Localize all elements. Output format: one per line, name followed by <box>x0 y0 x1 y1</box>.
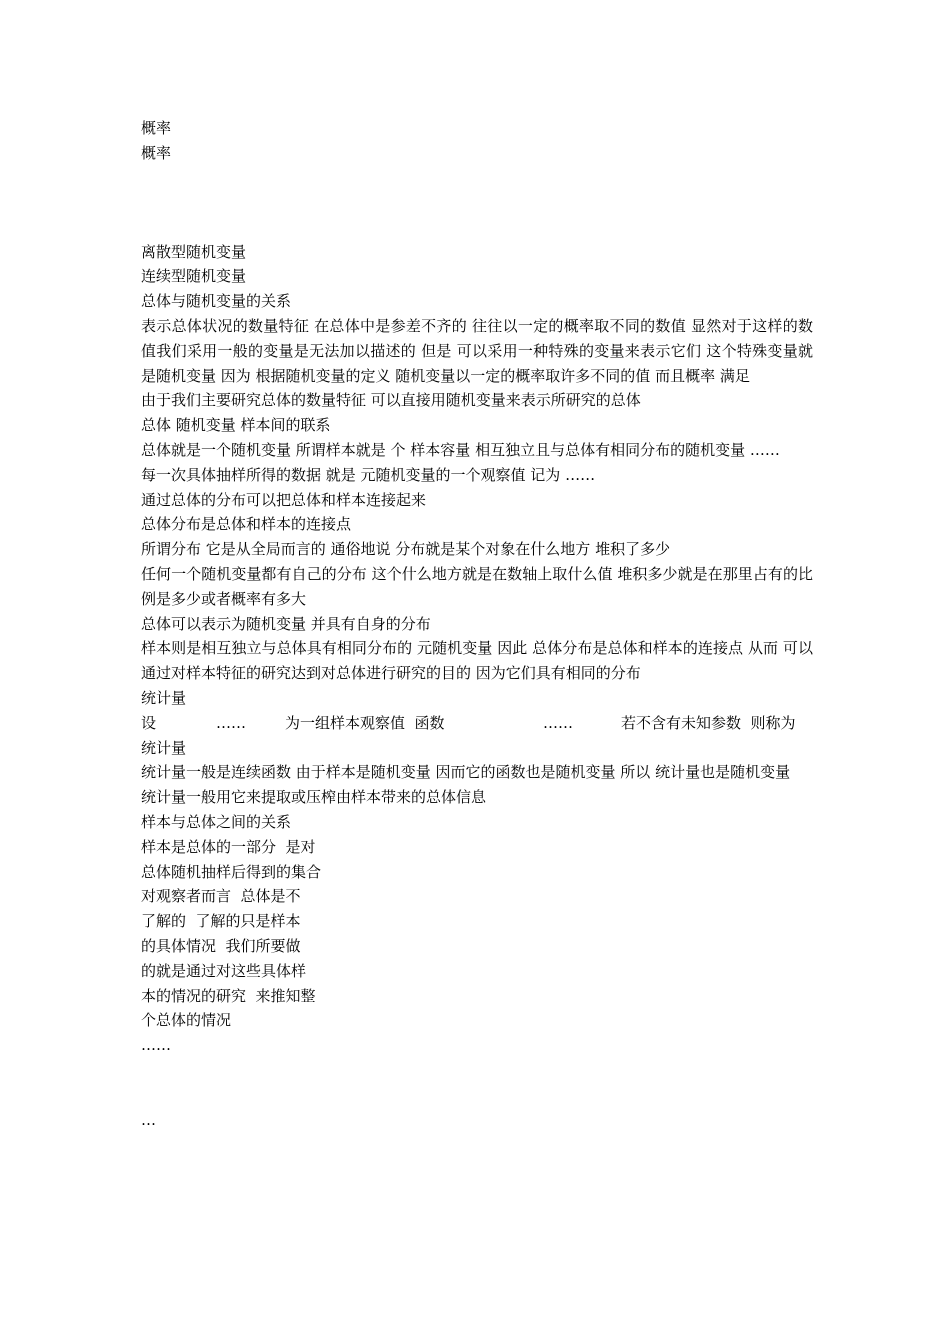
text-line: 离散型随机变量 <box>141 242 247 261</box>
paragraph: 统计量一般用它来提取或压榨由样本带来的总体信息 <box>141 788 487 807</box>
paragraph: 任何一个随机变量都有自己的分布 这个什么地方就是在数轴上取什么值 堆积多少就是在那里占有的比例是多少或者概率有多大 <box>141 564 813 608</box>
statistic-definition-line <box>141 711 813 736</box>
text-line: 总体与随机变量的关系 <box>141 292 292 311</box>
text-line: 对观察者而言 总体是不 <box>141 887 301 906</box>
text-line: 样本是总体的一部分 是对 <box>141 837 316 856</box>
text-line: 总体随机抽样后得到的集合 <box>141 862 322 881</box>
text-line: 了解的 了解的只是样本 <box>141 912 301 931</box>
paragraph: 每一次具体抽样所得的数据 就是 元随机变量的一个观察值 记为 …… <box>141 465 596 484</box>
paragraph: 通过总体的分布可以把总体和样本连接起来 <box>141 490 427 509</box>
text-line: 的就是通过对这些具体样 <box>141 961 307 980</box>
document-page <box>141 116 813 1133</box>
paragraph: 总体 随机变量 样本间的联系 <box>141 416 331 435</box>
stat-text-2: 为一组样本观察值 函数 <box>285 713 445 732</box>
heading-line-1: 概率 <box>141 119 172 137</box>
paragraph: 总体分布是总体和样本的连接点 <box>141 515 352 534</box>
paragraph: 统计量 <box>141 688 187 707</box>
paragraph: 表示总体状况的数量特征 在总体中是参差不齐的 往往以一定的概率取不同的数值 显然对于这样的数值我们采用一般的变量是无法加以描述的 但是 可以采用一种特殊的变量来表示它们 这个特殊变量就是随机变量 因为 根据随机变量的定义 随机变量以一定的概率取许多不同的值 而且概率 满足 <box>141 316 813 385</box>
paragraph: 由于我们主要研究总体的数量特征 可以直接用随机变量来表示所研究的总体 <box>141 391 641 410</box>
heading-line-2: 概率 <box>141 143 172 162</box>
ellipsis-line: …… <box>141 1036 171 1055</box>
paragraph: 样本与总体之间的关系 <box>141 812 292 831</box>
paragraph: 样本则是相互独立与总体具有相同分布的 元随机变量 因此 总体分布是总体和样本的连接点 从而 可以通过对样本特征的研究达到对总体进行研究的目的 因为它们具有相同的分布 <box>141 639 813 683</box>
stat-dots-2: …… <box>543 713 573 732</box>
text-line: 本的情况的研究 来推知整 <box>141 986 316 1005</box>
stat-text-1: 设 <box>141 713 157 732</box>
stat-dots-1: …… <box>216 713 246 732</box>
paragraph: 总体就是一个随机变量 所谓样本就是 个 样本容量 相互独立且与总体有相同分布的随机变量 …… <box>141 440 780 459</box>
text-line: 个总体的情况 <box>141 1011 232 1030</box>
paragraph: 所谓分布 它是从全局而言的 通俗地说 分布就是某个对象在什么地方 堆积了多少 <box>141 540 671 559</box>
paragraph: 统计量一般是连续函数 由于样本是随机变量 因而它的函数也是随机变量 所以 统计量也是随机变量 <box>141 763 791 782</box>
ellipsis-end: … <box>141 1110 156 1129</box>
stat-text-3: 若不含有未知参数 则称为 <box>621 713 796 732</box>
text-line: 连续型随机变量 <box>141 267 247 286</box>
paragraph: 总体可以表示为随机变量 并具有自身的分布 <box>141 614 431 633</box>
text-line: 的具体情况 我们所要做 <box>141 936 301 955</box>
paragraph: 统计量 <box>141 738 187 757</box>
